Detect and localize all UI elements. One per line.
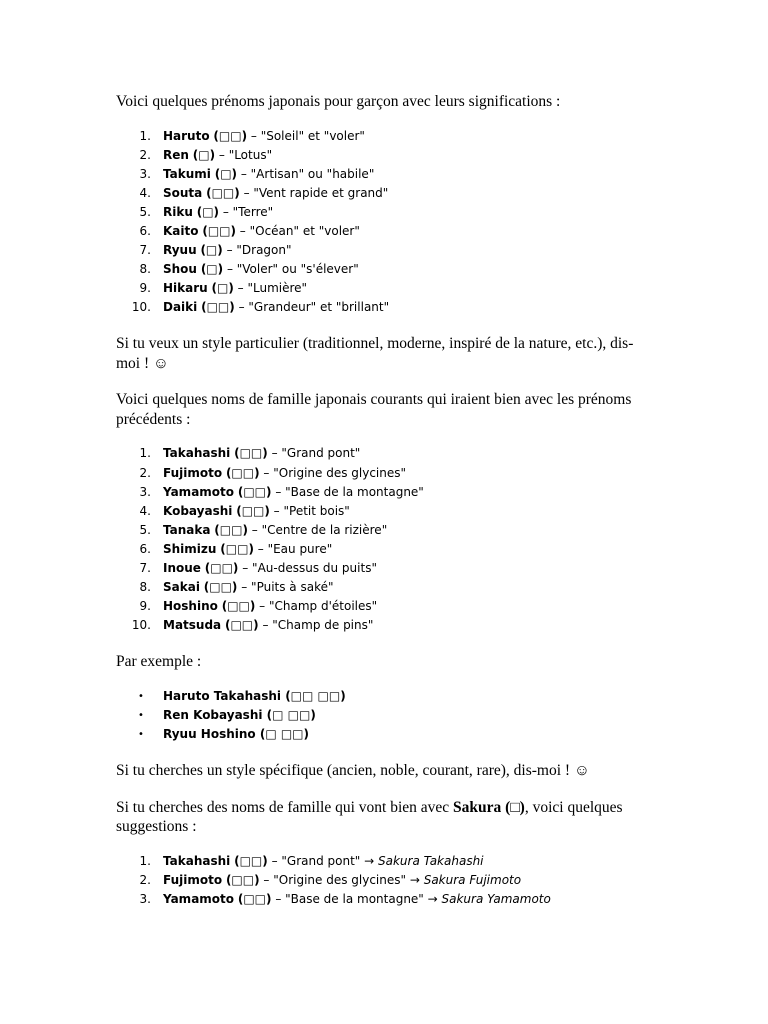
- example-intro-paragraph: Par exemple :: [116, 653, 202, 671]
- list-item: 1. Haruto (□□) – "Soleil" et "voler": [139, 128, 365, 143]
- list-item: • Ren Kobayashi (□ □□): [138, 707, 316, 722]
- family-intro-paragraph: Voici quelques noms de famille japonais courants qui iraient bien avec les prénoms précédents :: [116, 391, 632, 428]
- list-item: 7. Ryuu (□) – "Dragon": [139, 243, 292, 258]
- list-item: 3. Yamamoto (□□) – "Base de la montagne": [139, 484, 424, 499]
- list-item: 10. Matsuda (□□) – "Champ de pins": [131, 618, 374, 633]
- list-item: 3. Yamamoto (□□) – "Base de la montagne" → Sakura Yamamoto: [139, 891, 551, 906]
- list-item: 8. Sakai (□□) – "Puits à saké": [139, 580, 334, 595]
- intro-paragraph: Voici quelques prénoms japonais pour garçon avec leurs significations :: [116, 93, 561, 110]
- list-item: 9. Hikaru (□) – "Lumière": [139, 281, 308, 296]
- list-item: 4. Kobayashi (□□) – "Petit bois": [139, 503, 350, 518]
- list-item: • Haruto Takahashi (□□ □□): [138, 688, 346, 703]
- list-item: 10. Daiki (□□) – "Grandeur" et "brillant": [131, 300, 390, 315]
- style-question-paragraph: Si tu veux un style particulier (traditionnel, moderne, inspiré de la nature, etc.), dis-moi ! ☺: [116, 335, 634, 372]
- family-names-list: [116, 444, 636, 635]
- list-item: 2. Fujimoto (□□) – "Origine des glycines" → Sakura Fujimoto: [139, 872, 522, 887]
- specific-question-paragraph: Si tu cherches un style spécifique (ancien, noble, courant, rare), dis-moi ! ☺: [116, 762, 590, 780]
- list-item: 6. Kaito (□□) – "Océan" et "voler": [139, 223, 360, 238]
- list-item: 1. Takahashi (□□) – "Grand pont": [139, 446, 361, 461]
- sakura-intro-paragraph: Si tu cherches des noms de famille qui vont bien avec Sakura (□), voici quelques suggestions :: [116, 798, 623, 836]
- list-item: 2. Fujimoto (□□) – "Origine des glycines": [139, 465, 407, 480]
- list-item: 5. Riku (□) – "Terre": [139, 204, 274, 219]
- list-item: 9. Hoshino (□□) – "Champ d'étoiles": [139, 599, 378, 614]
- list-item: 5. Tanaka (□□) – "Centre de la rizière": [139, 522, 388, 537]
- list-item: 2. Ren (□) – "Lotus": [139, 147, 273, 162]
- list-item: 8. Shou (□) – "Voler" ou "s'élever": [139, 262, 359, 277]
- list-item: • Ryuu Hoshino (□ □□): [138, 727, 309, 742]
- document-body: [116, 92, 636, 909]
- sakura-list: [116, 852, 636, 909]
- boy-names-list: [116, 127, 636, 318]
- examples-list: [116, 687, 636, 744]
- list-item: 6. Shimizu (□□) – "Eau pure": [139, 541, 333, 556]
- list-item: 7. Inoue (□□) – "Au-dessus du puits": [139, 561, 377, 575]
- list-item: 4. Souta (□□) – "Vent rapide et grand": [139, 185, 389, 200]
- list-item: 1. Takahashi (□□) – "Grand pont" → Sakura Takahashi: [139, 853, 484, 868]
- list-item: 3. Takumi (□) – "Artisan" ou "habile": [139, 166, 375, 181]
